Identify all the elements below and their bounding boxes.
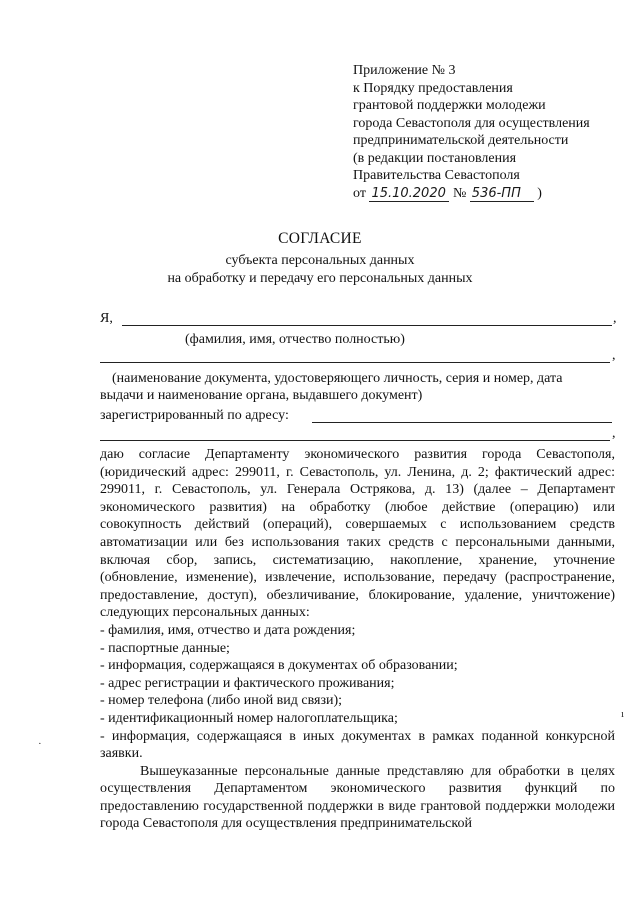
document-subtitle-1: субъекта персональных данных <box>225 253 415 268</box>
list-item: - адрес регистрации и фактического проживания; <box>100 675 395 691</box>
address-field-line-1[interactable] <box>312 422 612 423</box>
final-paragraph: Вышеуказанные персональные данные представляю для обработки в целях осуществления Департаментом экономического развития функций по предоставлению государственной поддержки в виде грантовой поддержки молодежи города Севастополя для осуществления предпринимательской <box>100 763 615 832</box>
fio-hint: (фамилия, имя, отчество полностью) <box>185 332 405 347</box>
comma: , <box>613 311 617 326</box>
document-subtitle-2: на обработку и передачу его персональных данных <box>167 271 473 286</box>
annex-line: (в редакции постановления <box>353 150 517 166</box>
comma: , <box>612 426 616 441</box>
close-paren: ) <box>537 185 542 201</box>
margin-mark: ı <box>621 708 625 720</box>
margin-dot: · <box>38 738 42 750</box>
consent-body <box>100 446 615 833</box>
annex-line: предпринимательской деятельности <box>353 133 569 148</box>
annex-line: к Порядку предоставления <box>353 80 513 96</box>
annex-date-line <box>353 185 633 203</box>
list-item: - паспортные данные; <box>100 640 230 656</box>
annex-line: грантовой поддержки молодежи <box>353 98 546 113</box>
document-field-line[interactable] <box>100 362 610 363</box>
from-prefix: от <box>353 185 366 201</box>
comma: , <box>612 348 616 363</box>
address-field-line-2[interactable] <box>100 440 610 441</box>
i-label: Я, <box>100 311 113 326</box>
list-item: - идентификационный номер налогоплательщика; <box>100 710 398 726</box>
document-hint-2: выдачи и наименование органа, выдавшего документ) <box>100 388 423 403</box>
handwritten-number: 536-ПП <box>470 186 534 202</box>
annex-line: города Севастополя для осуществления <box>353 115 590 131</box>
number-prefix: № <box>452 185 467 201</box>
name-field-line[interactable] <box>122 325 612 326</box>
annex-line: Приложение № 3 <box>353 63 456 78</box>
annex-line: Правительства Севастополя <box>353 168 520 183</box>
address-label: зарегистрированный по адресу: <box>100 408 289 423</box>
list-item: - информация, содержащаяся в иных документах в рамках поданной конкурсной заявки. <box>100 728 615 762</box>
annex-header <box>353 62 633 202</box>
list-item: - номер телефона (либо иной вид связи); <box>100 693 343 709</box>
document-title: СОГЛАСИЕ <box>278 230 362 247</box>
list-item: - информация, содержащаяся в документах об образовании; <box>100 658 458 674</box>
document-hint-1: (наименование документа, удостоверяющего личность, серия и номер, дата <box>112 371 563 386</box>
handwritten-date: 15.10.2020 <box>369 186 449 202</box>
consent-paragraph: даю согласие Департаменту экономического развития города Севастополя, (юридический адрес: 299011, г. Севастополь, ул. Ленина, д. 2; фактический адрес: 299011, г. Севастополь, ул. Генерала Острякова, д. 13) (далее – Департамент экономического развития) на обработку (любое действие (операцию) или совокупность действий (операций), совершаемых с использованием средств автоматизации или без использования таких средств с персональными данными, включая сбор, запись, систематизацию, накопление, хранение, уточнение (обновление, изменение), извлечение, использование, передачу (распространение, предоставление, доступ), обезличивание, блокирование, удаление, уничтожение) следующих персональных данных: <box>100 447 615 621</box>
list-item: - фамилия, имя, отчество и дата рождения; <box>100 622 356 638</box>
